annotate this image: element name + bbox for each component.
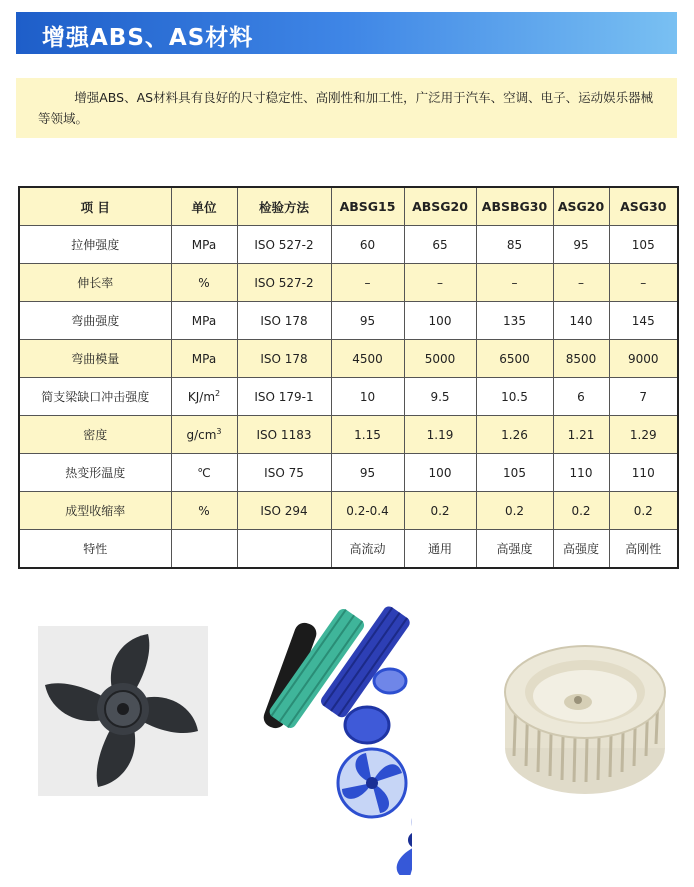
unit-superscript: 3 [216, 427, 222, 436]
row-test-method: ISO 179-1 [237, 378, 331, 416]
row-item-label: 伸长率 [19, 264, 171, 302]
row-item-label: 成型收缩率 [19, 492, 171, 530]
unit-text: MPa [191, 237, 217, 252]
table-cell: 0.2-0.4 [331, 492, 404, 530]
row-test-method [237, 530, 331, 569]
table-cell: 65 [404, 226, 476, 264]
table-cell: 1.26 [476, 416, 553, 454]
table-cell: 95 [553, 226, 609, 264]
table-cell: 5000 [404, 340, 476, 378]
table-cell: 高强度 [553, 530, 609, 569]
unit-text: % [198, 503, 210, 518]
row-test-method: ISO 75 [237, 454, 331, 492]
row-unit [171, 530, 237, 569]
intro-box [16, 78, 677, 138]
table-cell: 110 [609, 454, 678, 492]
table-row [19, 264, 678, 302]
table-cell: 10 [331, 378, 404, 416]
table-cell: 110 [553, 454, 609, 492]
row-item-label: 拉伸强度 [19, 226, 171, 264]
black-axial-fan-photo [38, 626, 208, 796]
row-unit [171, 454, 237, 492]
row-test-method: ISO 1183 [237, 416, 331, 454]
table-cell: – [331, 264, 404, 302]
unit-text: MPa [191, 351, 217, 366]
table-cell: 7 [609, 378, 678, 416]
column-header: ASG20 [553, 187, 609, 226]
table-cell: 1.29 [609, 416, 678, 454]
beige-centrifugal-blower-wheel-icon [496, 630, 674, 810]
table-cell: 高流动 [331, 530, 404, 569]
table-cell: 1.15 [331, 416, 404, 454]
table-cell: 0.2 [476, 492, 553, 530]
table-row [19, 226, 678, 264]
table-cell: – [609, 264, 678, 302]
row-test-method: ISO 294 [237, 492, 331, 530]
column-header: 检验方法 [237, 187, 331, 226]
table-cell: 140 [553, 302, 609, 340]
table-cell: 95 [331, 454, 404, 492]
row-item-label: 热变形温度 [19, 454, 171, 492]
table-cell: 1.21 [553, 416, 609, 454]
column-header: ABSBG30 [476, 187, 553, 226]
table-row [19, 302, 678, 340]
table-cell: 9000 [609, 340, 678, 378]
table-cell: 100 [404, 302, 476, 340]
unit-text: MPa [191, 313, 217, 328]
row-unit [171, 302, 237, 340]
row-unit [171, 226, 237, 264]
table-cell: 6500 [476, 340, 553, 378]
table-cell: 145 [609, 302, 678, 340]
spec-table [18, 186, 679, 569]
table-row [19, 340, 678, 378]
crossflow-rollers-and-blue-fans-icon [252, 603, 412, 875]
table-row [19, 492, 678, 530]
column-header: ASG30 [609, 187, 678, 226]
column-header: 项 目 [19, 187, 171, 226]
table-header-row [19, 187, 678, 226]
table-cell: 0.2 [404, 492, 476, 530]
black-axial-fan-icon [38, 626, 208, 796]
unit-text: % [198, 275, 210, 290]
table-cell: 4500 [331, 340, 404, 378]
row-test-method: ISO 178 [237, 302, 331, 340]
rollers-and-fans-photo [252, 603, 412, 875]
table-cell: 95 [331, 302, 404, 340]
table-cell: 105 [609, 226, 678, 264]
row-item-label: 密度 [19, 416, 171, 454]
table-cell: 9.5 [404, 378, 476, 416]
row-unit [171, 492, 237, 530]
row-test-method: ISO 527-2 [237, 264, 331, 302]
table-cell: 60 [331, 226, 404, 264]
table-cell: 6 [553, 378, 609, 416]
row-item-label: 特性 [19, 530, 171, 569]
table-cell: – [476, 264, 553, 302]
row-unit [171, 416, 237, 454]
table-cell: 高强度 [476, 530, 553, 569]
table-row [19, 454, 678, 492]
table-cell: 高刚性 [609, 530, 678, 569]
table-row [19, 378, 678, 416]
intro-text: 增强ABS、AS材料具有良好的尺寸稳定性、高刚性和加工性，广泛用于汽车、空调、电子、运动娱乐器械等领域。 [38, 90, 654, 126]
row-item-label: 弯曲模量 [19, 340, 171, 378]
row-item-label: 简支梁缺口冲击强度 [19, 378, 171, 416]
table-cell: 135 [476, 302, 553, 340]
table-cell: – [553, 264, 609, 302]
column-header: 单位 [171, 187, 237, 226]
blower-wheel-photo [496, 630, 674, 810]
row-unit [171, 378, 237, 416]
table-row [19, 416, 678, 454]
table-cell: – [404, 264, 476, 302]
unit-text: ℃ [197, 465, 211, 480]
table-cell: 100 [404, 454, 476, 492]
row-unit [171, 340, 237, 378]
table-cell: 0.2 [609, 492, 678, 530]
table-cell: 通用 [404, 530, 476, 569]
column-header: ABSG20 [404, 187, 476, 226]
table-cell: 1.19 [404, 416, 476, 454]
row-unit [171, 264, 237, 302]
unit-text: g/cm [186, 428, 217, 442]
row-test-method: ISO 527-2 [237, 226, 331, 264]
table-cell: 85 [476, 226, 553, 264]
table-cell: 10.5 [476, 378, 553, 416]
unit-superscript: 2 [215, 389, 221, 398]
column-header: ABSG15 [331, 187, 404, 226]
row-test-method: ISO 178 [237, 340, 331, 378]
row-item-label: 弯曲强度 [19, 302, 171, 340]
table-cell: 0.2 [553, 492, 609, 530]
header-bar [16, 12, 677, 54]
table-row [19, 530, 678, 569]
page-title: 增强ABS、AS材料 [42, 25, 254, 51]
table-cell: 8500 [553, 340, 609, 378]
table-cell: 105 [476, 454, 553, 492]
unit-text: KJ/m [187, 390, 216, 404]
